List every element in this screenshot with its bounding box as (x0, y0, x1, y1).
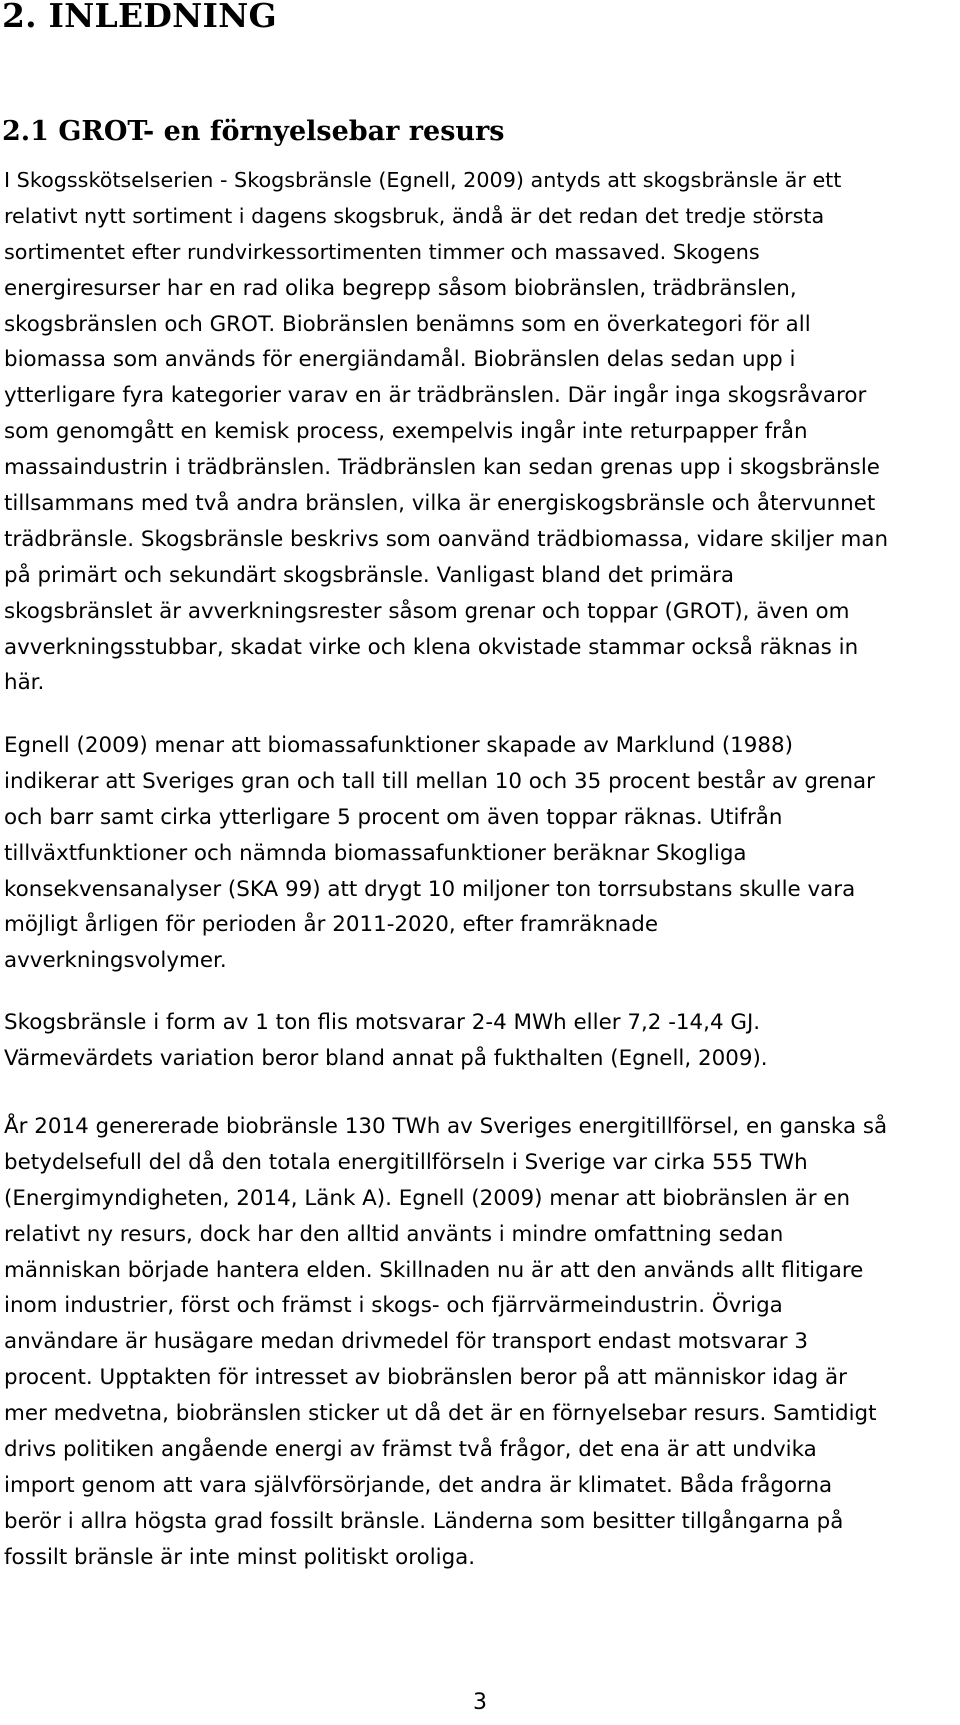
text-line: skogsbränslet är avverkningsrester såsom grenar och toppar (GROT), även om (4, 598, 850, 624)
text-line: trädbränsle. Skogsbränsle beskrivs som oanvänd trädbiomassa, vidare skiljer man (4, 526, 889, 552)
text-line: tillsammans med två andra bränslen, vilka är energiskogsbränsle och återvunnet (4, 491, 876, 517)
text-line: tillväxtfunktioner och nämnda biomassafunktioner beräknar Skogliga (4, 840, 747, 866)
text-line: biomassa som används för energiändamål. Biobränslen delas sedan upp i (4, 347, 796, 373)
text-line: relativt nytt sortiment i dagens skogsbruk, ändå är det redan det tredje största (4, 203, 825, 228)
text-line: konsekvensanalyser (SKA 99) att drygt 10 miljoner ton torrsubstans skulle vara (4, 876, 856, 902)
text-line: ytterligare fyra kategorier varav en är trädbränslen. Där ingår inga skogsråvaror (4, 383, 867, 409)
text-line: på primärt och sekundärt skogsbränsle. Vanligast bland det primära (4, 562, 734, 588)
paragraph-2 (4, 728, 960, 979)
text-line: avverkningsstubbar, skadat virke och klena okvistade stammar också räknas in (4, 634, 859, 660)
text-line: Värmevärdets variation beror bland annat på fukthalten (Egnell, 2009). (4, 1045, 768, 1071)
text-line: sortimentet efter rundvirkessortimenten timmer och massaved. Skogens (4, 239, 760, 264)
text-line: energiresurser har en rad olika begrepp såsom biobränslen, trädbränslen, (4, 275, 797, 301)
paragraph-4 (4, 1109, 960, 1576)
text-line: människan började hantera elden. Skillnaden nu är att den används allt flitigare (4, 1257, 864, 1283)
text-line: berör i allra högsta grad fossilt bränsle. Länderna som besitter tillgångarna på (4, 1508, 844, 1534)
section-heading: 2.1 GROT- en förnyelsebar resurs (2, 116, 505, 147)
chapter-heading: 2. INLEDNING (2, 0, 277, 35)
text-line: och barr samt cirka ytterligare 5 procent om även toppar räknas. Utifrån (4, 804, 783, 830)
text-line: massaindustrin i trädbränslen. Trädbränslen kan sedan grenas upp i skogsbränsle (4, 455, 880, 481)
page-number: 3 (473, 1690, 487, 1715)
text-line: här. (4, 670, 45, 696)
text-line: (Energimyndigheten, 2014, Länk A). Egnell (2009) menar att biobränslen är en (4, 1185, 851, 1211)
text-line: möjligt årligen för perioden år 2011-2020, efter framräknade (4, 912, 659, 938)
text-line: procent. Upptakten för intresset av biobränslen beror på att människor idag är (4, 1365, 847, 1391)
text-line: relativt ny resurs, dock har den alltid använts i mindre omfattning sedan (4, 1221, 784, 1247)
text-line: Egnell (2009) menar att biomassafunktioner skapade av Marklund (1988) (4, 733, 794, 758)
paragraph-1 (4, 163, 960, 701)
text-line: användare är husägare medan drivmedel för transport endast motsvarar 3 (4, 1329, 808, 1355)
text-line: Skogsbränsle i form av 1 ton flis motsvarar 2-4 MWh eller 7,2 -14,4 GJ. (4, 1010, 761, 1035)
text-line: År 2014 genererade biobränsle 130 TWh av Sveriges energitillförsel, en ganska så (4, 1114, 888, 1139)
text-line: som genomgått en kemisk process, exempelvis ingår inte returpapper från (4, 419, 808, 445)
text-line: I Skogsskötselserien - Skogsbränsle (Egnell, 2009) antyds att skogsbränsle är ett (4, 168, 842, 192)
text-line: fossilt bränsle är inte minst politiskt oroliga. (4, 1544, 476, 1570)
text-line: skogsbränslen och GROT. Biobränslen benämns som en överkategori för all (4, 311, 811, 337)
text-line: inom industrier, först och främst i skogs- och fjärrvärmeindustrin. Övriga (4, 1293, 783, 1319)
text-line: import genom att vara självförsörjande, det andra är klimatet. Båda frågorna (4, 1472, 833, 1498)
text-line: indikerar att Sveriges gran och tall till mellan 10 och 35 procent består av grenar (4, 768, 875, 794)
text-line: mer medvetna, biobränslen sticker ut då det är en förnyelsebar resurs. Samtidigt (4, 1401, 877, 1427)
text-line: avverkningsvolymer. (4, 948, 227, 974)
paragraph-3 (4, 1005, 960, 1077)
text-line: drivs politiken angående energi av främst två frågor, det ena är att undvika (4, 1437, 817, 1463)
text-line: betydelsefull del då den totala energitillförseln i Sverige var cirka 555 TWh (4, 1149, 808, 1175)
